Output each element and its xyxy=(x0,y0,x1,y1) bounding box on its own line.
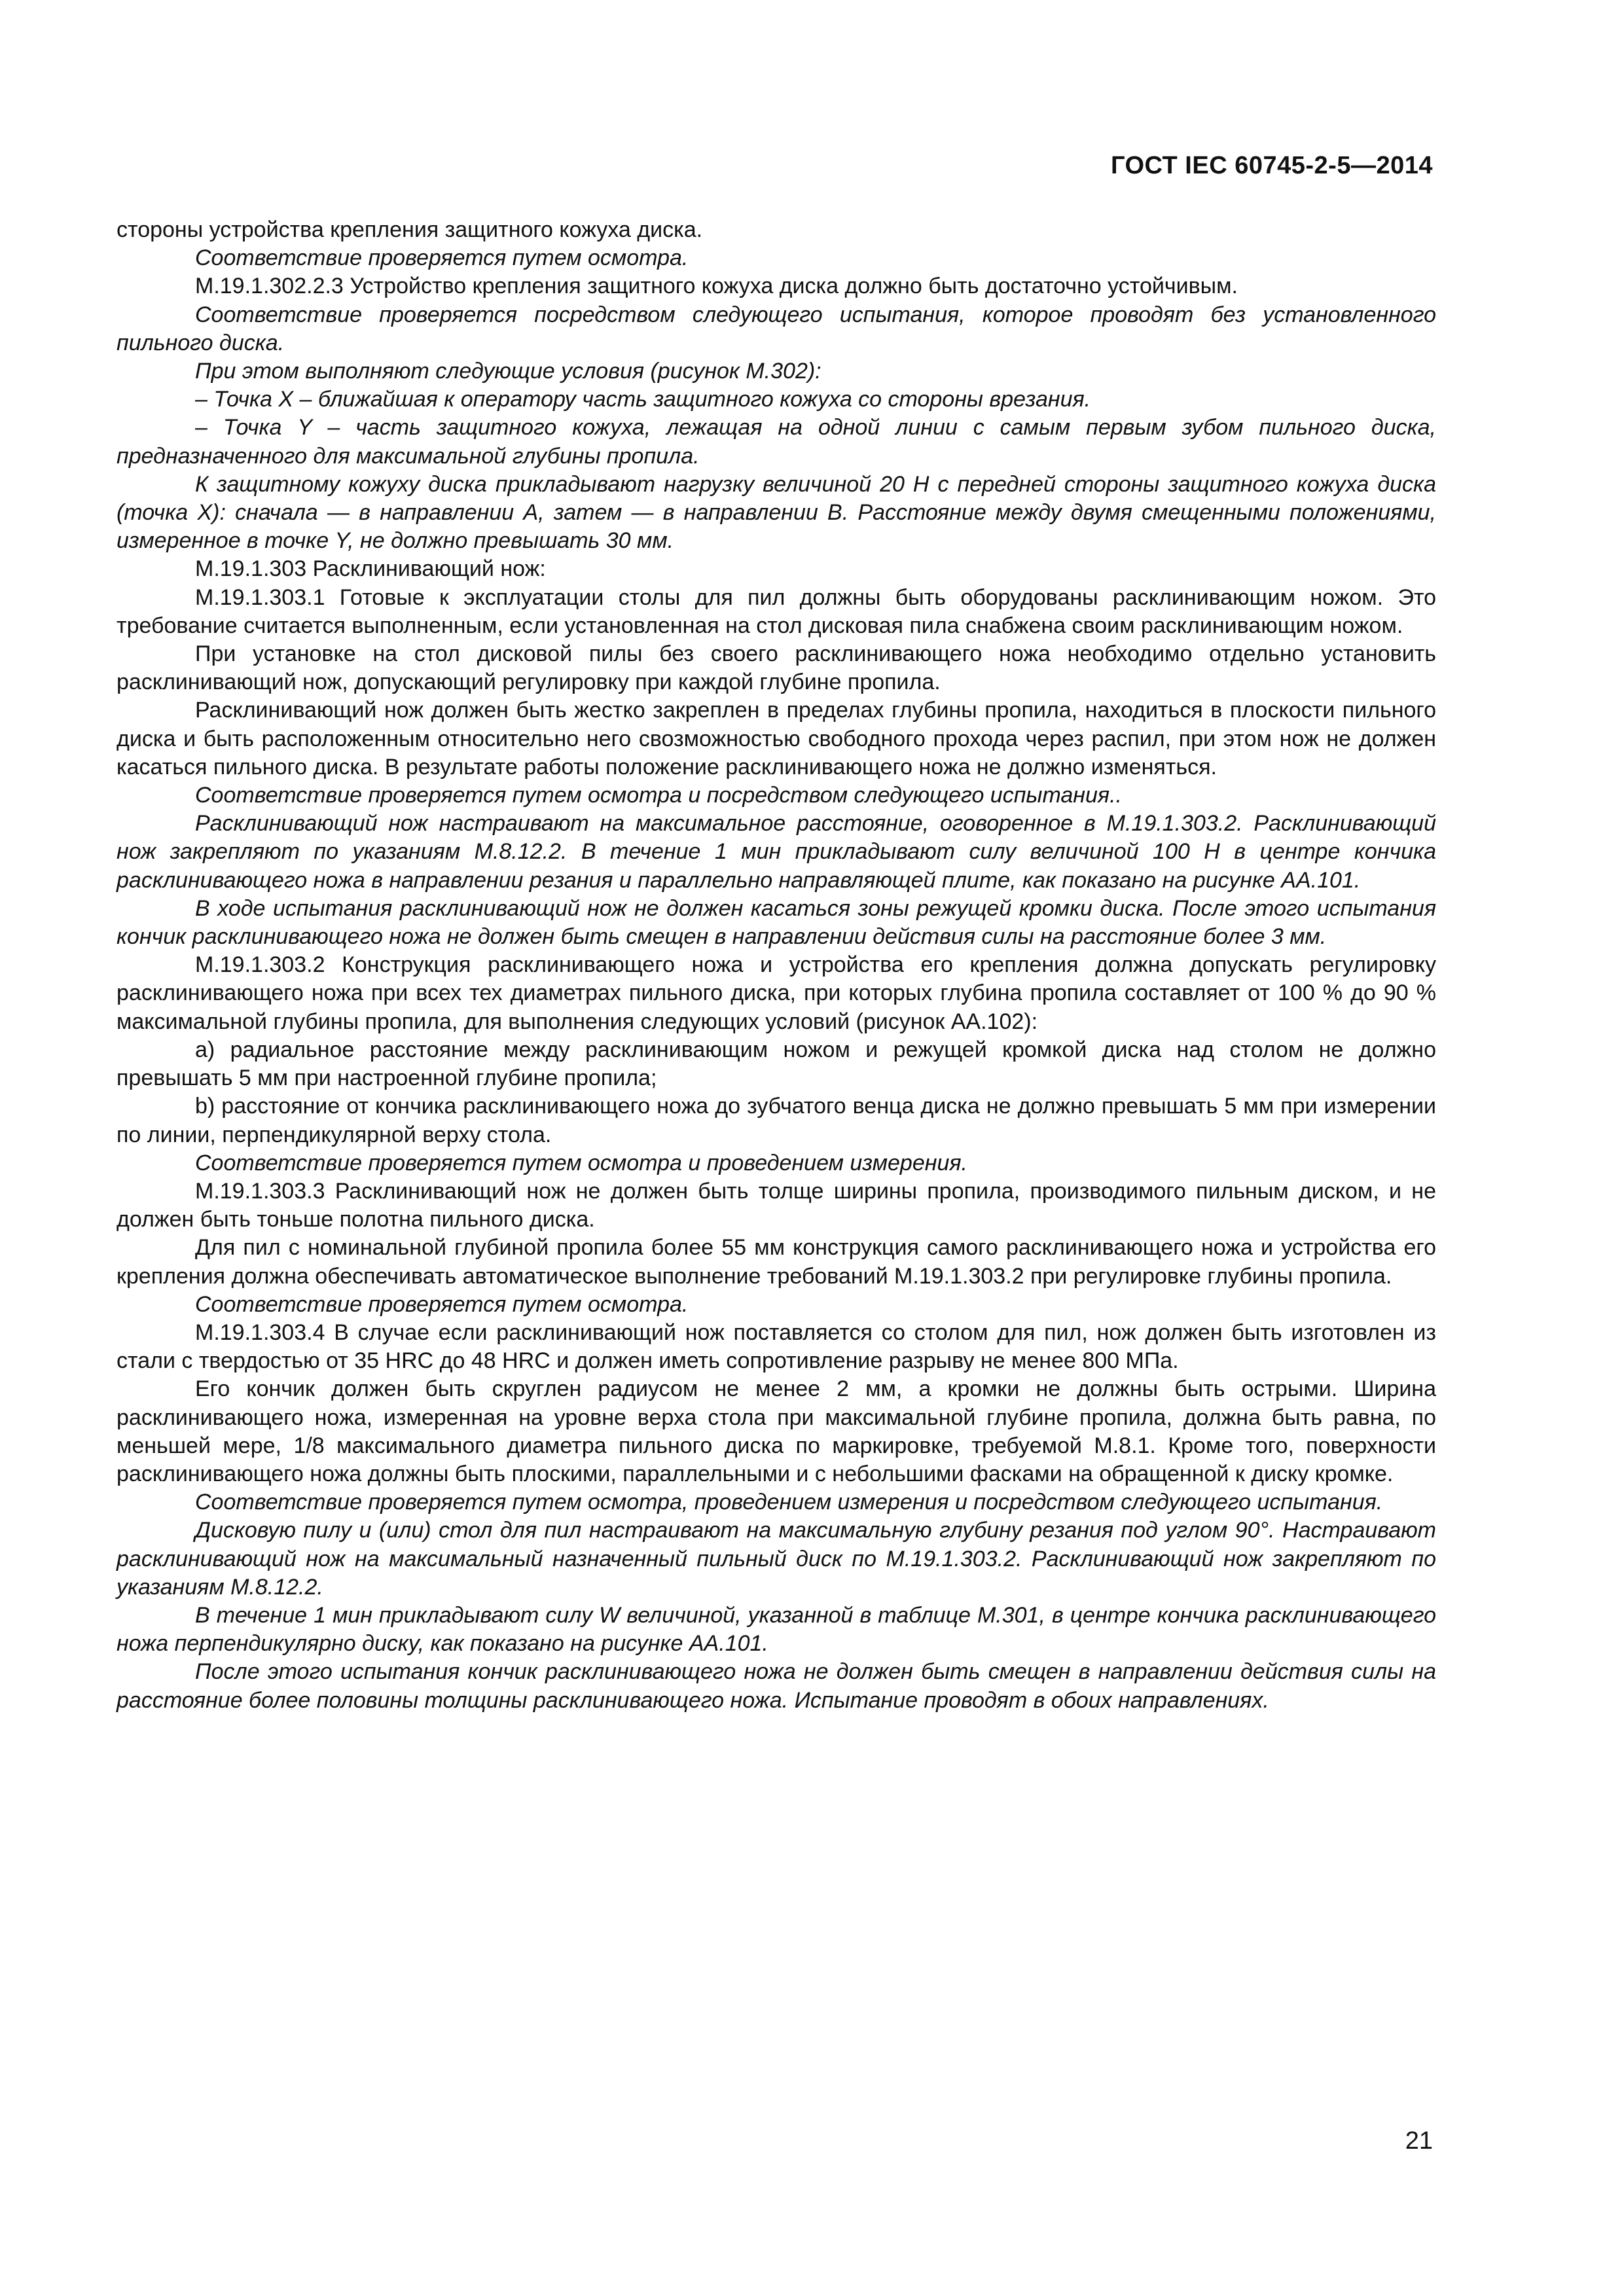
paragraph: а) радиальное расстояние между расклинивающим ножом и режущей кромкой диска над столом не должно превышать 5 мм при настроенной глубине пропила; xyxy=(117,1037,1436,1091)
paragraph: М.19.1.303.2 Конструкция расклинивающего ножа и устройства его крепления должна допускать регулировку расклинивающего ножа при всех тех диаметрах пильного диска, при которых глубина пропила составляет от 100 % до 90 % максимальной глубины пропила, для выполнения следующих условий (рисунок АА.102): xyxy=(117,952,1436,1034)
paragraph: В ходе испытания расклинивающий нож не должен касаться зоны режущей кромки диска. После этого испытания кончик расклинивающего ножа не должен быть смещен в направлении действия силы на расстояние более 3 мм. xyxy=(117,895,1436,950)
paragraph: Соответствие проверяется путем осмотра. xyxy=(195,1291,689,1317)
paragraph: стороны устройства крепления защитного кожуха диска. xyxy=(117,217,703,242)
paragraph: После этого испытания кончик расклинивающего ножа не должен быть смещен в направлении действия силы на расстояние более половины толщины расклинивающего ножа. Испытание проводят в обоих направлениях. xyxy=(117,1659,1436,1713)
page-number: 21 xyxy=(1405,2127,1433,2155)
document-header-title: ГОСТ IEC 60745-2-5—2014 xyxy=(1110,152,1433,179)
paragraph: Соответствие проверяется путем осмотра, проведением измерения и посредством следующего испытания. xyxy=(195,1490,1383,1515)
paragraph: – Точка X – ближайшая к оператору часть защитного кожуха со стороны врезания. xyxy=(195,387,1091,412)
paragraph: Соответствие проверяется путем осмотра. xyxy=(195,245,689,271)
paragraph: М.19.1.303.1 Готовые к эксплуатации столы для пил должны быть оборудованы расклинивающим ножом. Это требование считается выполненным, если установленная на стол дисковая пила снабжена своим расклинивающим ножом. xyxy=(117,584,1436,638)
paragraph: При установке на стол дисковой пилы без своего расклинивающего ножа необходимо отдельно установить расклинивающий нож, допускающий регулировку при каждой глубине пропила. xyxy=(117,641,1436,695)
paragraph: Дисковую пилу и (или) стол для пил настраивают на максимальную глубину резания под углом 90°. Настраивают расклинивающий нож на максимальный назначенный пильный диск по М.19.1.303.2. Расклинивающий нож закрепляют по указаниям М.8.12.2. xyxy=(117,1518,1436,1600)
paragraph: Расклинивающий нож настраивают на максимальное расстояние, оговоренное в М.19.1.303.2. Расклинивающий нож закрепляют по указаниям М.8.12.2. В течение 1 мин прикладывают силу величиной 100 Н в центре кончика расклинивающего ножа в направлении резания и параллельно направляющей плите, как показано на рисунке АА.101. xyxy=(117,811,1436,893)
paragraph: Соответствие проверяется путем осмотра и проведением измерения. xyxy=(195,1150,967,1175)
paragraph: b) расстояние от кончика расклинивающего ножа до зубчатого венца диска не должно превышать 5 мм при измерении по линии, перпендикулярной верху стола. xyxy=(117,1094,1436,1147)
paragraph: К защитному кожуху диска прикладывают нагрузку величиной 20 Н с передней стороны защитного кожуха диска (точка X): сначала — в направлении A, затем — в направлении B. Расстояние между двумя смещенными положениями, измеренное в точке Y, не должно превышать 30 мм. xyxy=(117,471,1436,554)
paragraph: М.19.1.302.2.3 Устройство крепления защитного кожуха диска должно быть достаточно устойчивым. xyxy=(195,274,1238,299)
paragraph: Соответствие проверяется посредством следующего испытания, которое проводят без установленного пильного диска. xyxy=(117,302,1436,355)
paragraph: При этом выполняют следующие условия (рисунок М.302): xyxy=(195,359,821,384)
paragraph: Расклинивающий нож должен быть жестко закреплен в пределах глубины пропила, находиться в плоскости пильного диска и быть расположенным относительно него свозможностью свободного прохода через распил, при этом нож не должен касаться пильного диска. В результате работы положение расклинивающего ножа не должно изменяться. xyxy=(117,698,1436,780)
paragraph: М.19.1.303.3 Расклинивающий нож не должен быть толще ширины пропила, производимого пильным диском, и не должен быть тоньше полотна пильного диска. xyxy=(117,1178,1436,1232)
paragraph: – Точка Y – часть защитного кожуха, лежащая на одной линии с самым первым зубом пильного диска, предназначенного для максимальной глубины пропила. xyxy=(117,415,1436,469)
document-body xyxy=(117,216,1436,1715)
paragraph: Его кончик должен быть скруглен радиусом не менее 2 мм, а кромки не должны быть острыми. Ширина расклинивающего ножа, измеренная на уровне верха стола при максимальной глубине пропила, должна быть равна, по меньшей мере, 1/8 максимального диаметра пильного диска по маркировке, требуемой М.8.1. Кроме того, поверхности расклинивающего ножа должны быть плоскими, параллельными и с небольшими фасками на обращенной к диску кромке. xyxy=(117,1376,1436,1486)
paragraph: Для пил с номинальной глубиной пропила более 55 мм конструкция самого расклинивающего ножа и устройства его крепления должна обеспечивать автоматическое выполнение требований М.19.1.303.2 при регулировке глубины пропила. xyxy=(117,1235,1436,1289)
paragraph: М.19.1.303 Расклинивающий нож: xyxy=(195,556,546,582)
paragraph: Соответствие проверяется путем осмотра и посредством следующего испытания.. xyxy=(195,783,1122,808)
paragraph: М.19.1.303.4 В случае если расклинивающий нож поставляется со столом для пил, нож должен быть изготовлен из стали с твердостью от 35 HRC до 48 HRC и должен иметь сопротивление разрыву не менее 800 МПа. xyxy=(117,1319,1436,1374)
paragraph: В течение 1 мин прикладывают силу W величиной, указанной в таблице М.301, в центре кончика расклинивающего ножа перпендикулярно диску, как показано на рисунке АА.101. xyxy=(117,1602,1436,1657)
